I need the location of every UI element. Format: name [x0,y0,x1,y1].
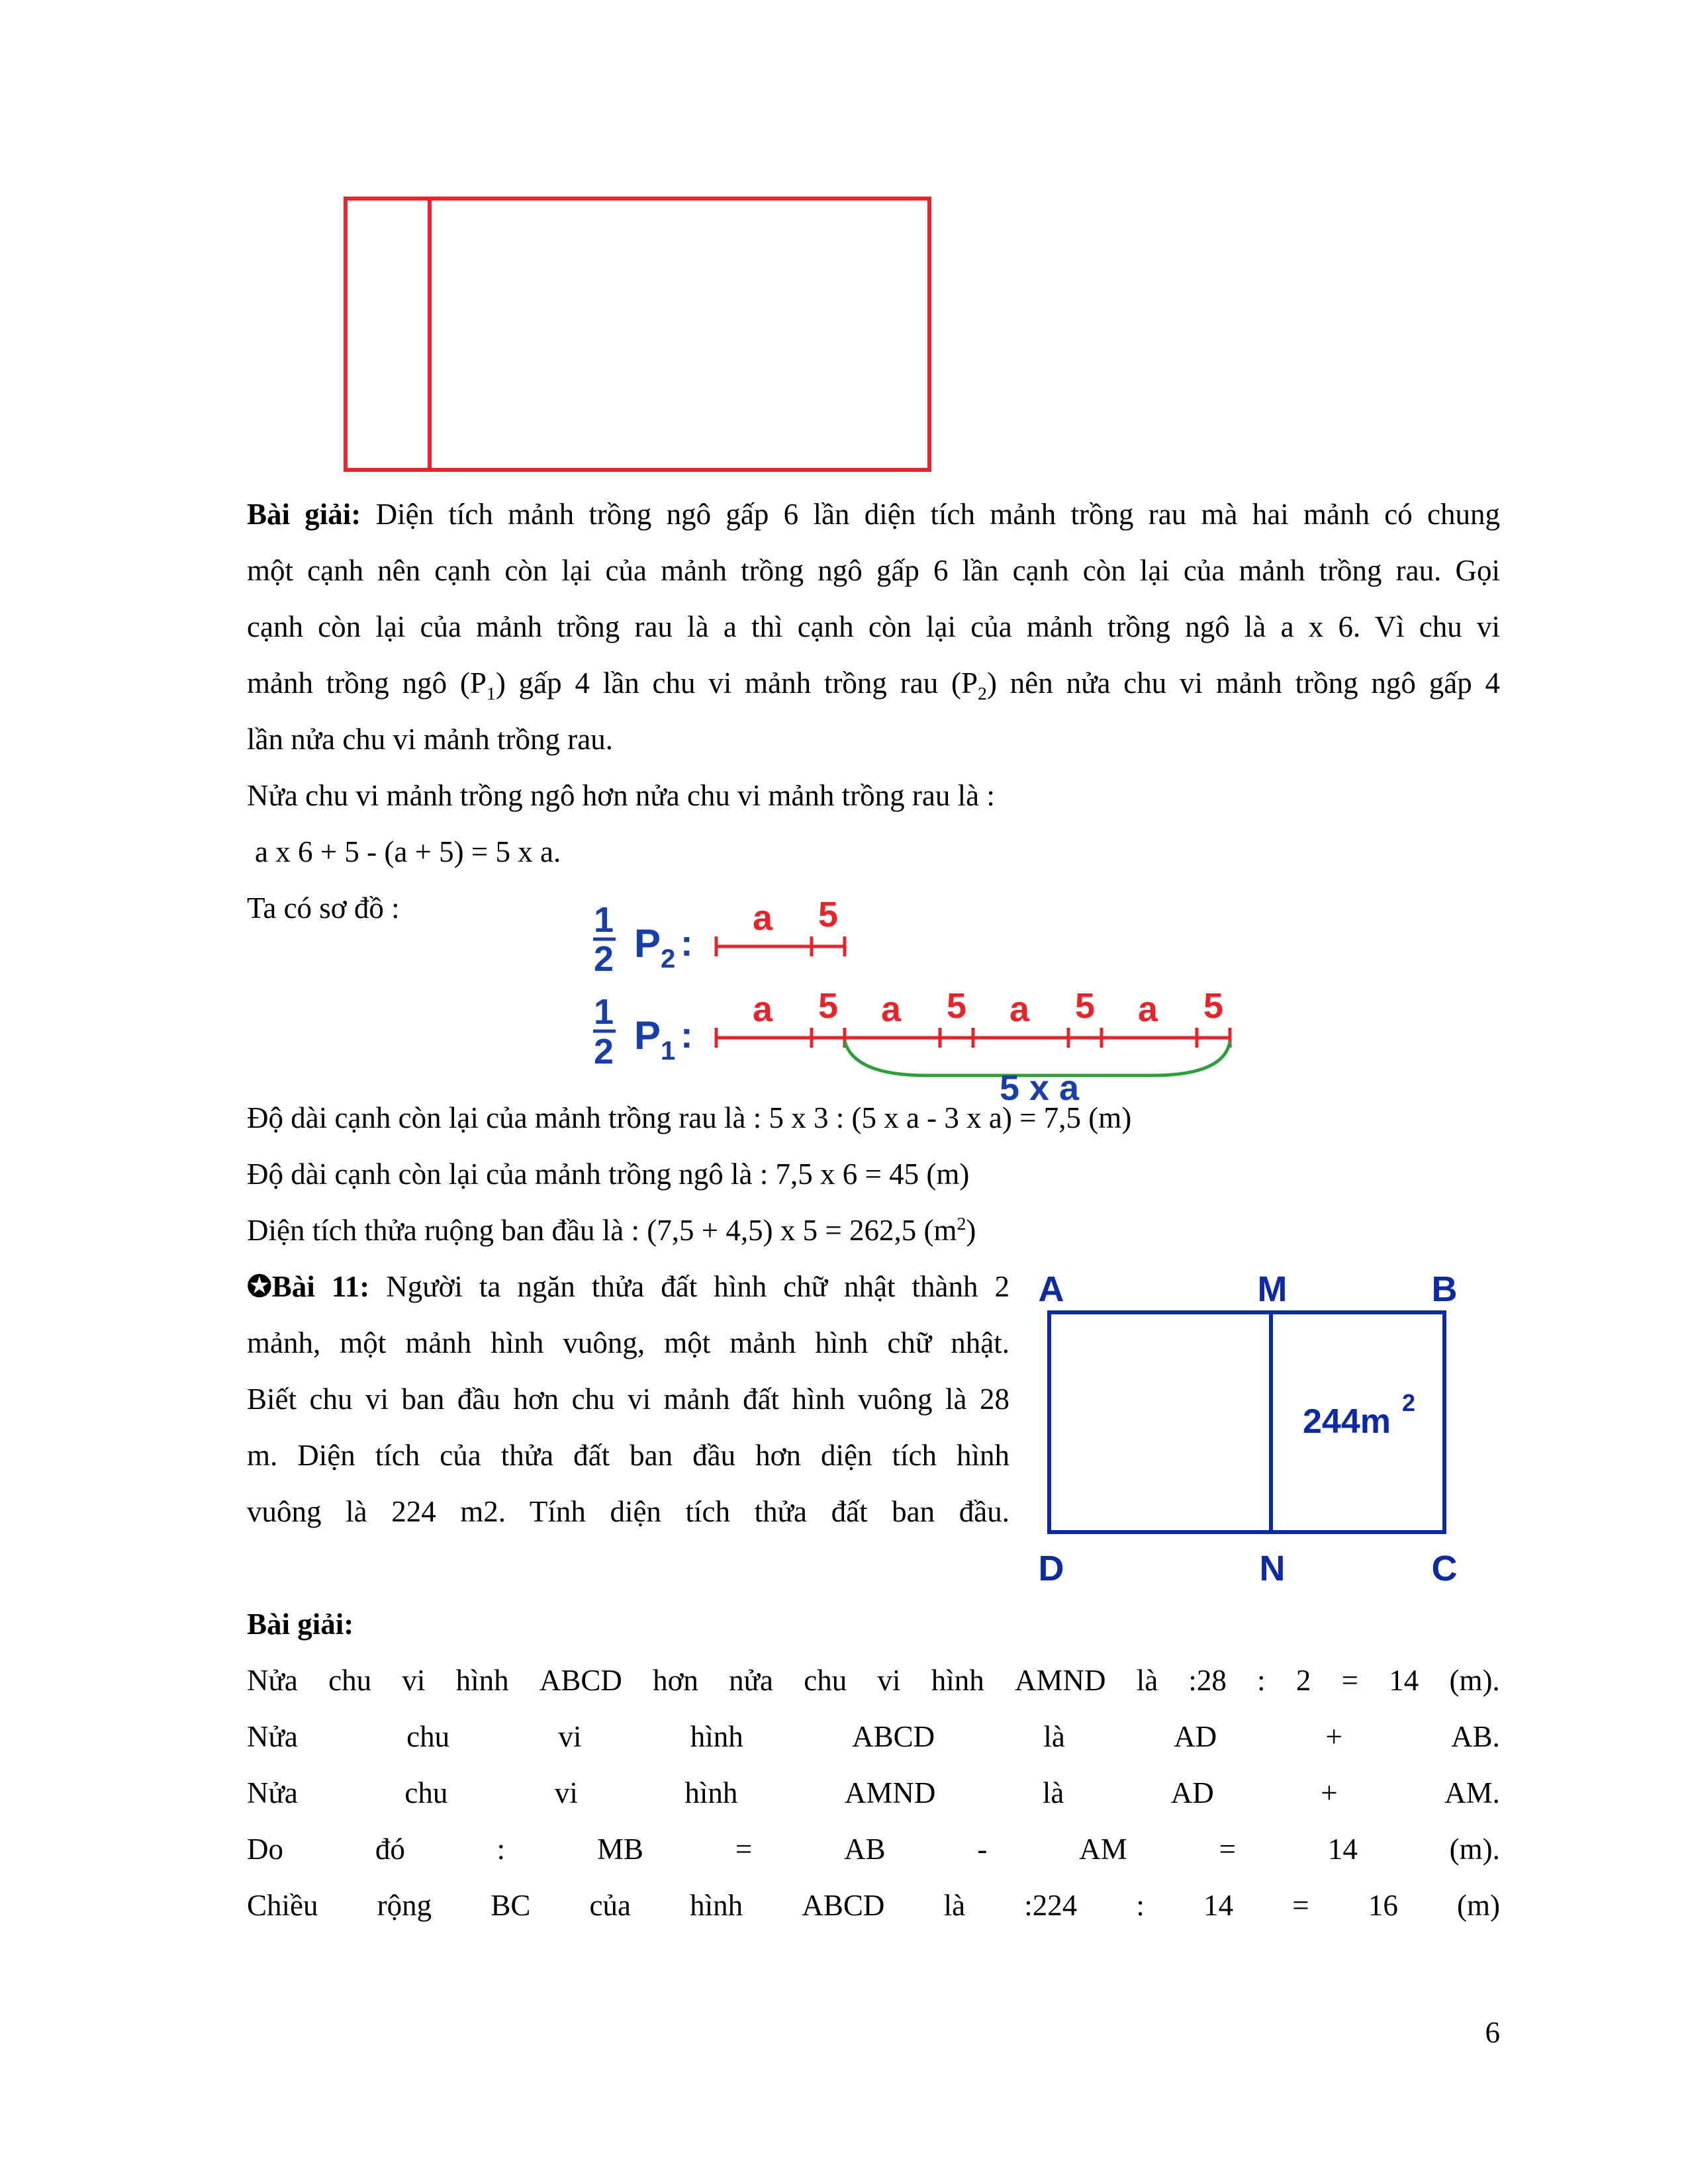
word: Do [247,1833,283,1866]
word: đó [375,1833,405,1866]
solution1-line5: lần nửa chu vi mảnh trồng rau. [247,723,613,756]
word: MB [597,1833,644,1866]
area-label: 244m [1303,1402,1391,1441]
word: BC [491,1889,531,1922]
word: rộng [377,1889,432,1922]
solution2-row4 [247,1821,1500,1878]
word: hình [684,1776,738,1809]
l4e: ) nên nửa chu vi mảnh trồng ngô gấp 4 [986,666,1501,700]
word: AB. [1451,1720,1500,1753]
word: vi [877,1664,901,1697]
p1-label-a3: a [1009,989,1030,1029]
solution1-equation: a x 6 + 5 - (a + 5) = 5 x a. [255,835,561,868]
page-number: 6 [1485,2016,1500,2049]
problem11-line2: mảnh, một mảnh hình vuông, một mảnh hình chữ nhật. [247,1326,1009,1359]
p1-label-53: 5 [1074,986,1096,1026]
label-m: M [1257,1269,1288,1309]
word: = [1341,1664,1359,1697]
solution1-line6: Nửa chu vi mảnh trồng ngô hơn nửa chu vi mảnh trồng rau là : [247,779,995,812]
word: 2 [1295,1664,1311,1697]
p1-label-51: 5 [818,986,839,1026]
word: : [1257,1664,1266,1697]
word: (m). [1449,1664,1500,1697]
word: 14 [1327,1833,1358,1866]
word: ABCD [852,1720,935,1753]
label-n: N [1259,1549,1286,1588]
solution1-line2: một cạnh nên cạnh còn lại của mảnh trồng ngô gấp 6 lần cạnh còn lại của mảnh trồng rau. Gọi [247,554,1500,587]
word: chu [404,1776,448,1809]
word: Nửa [247,1776,298,1809]
word: + [1321,1776,1338,1809]
word: (m). [1449,1833,1500,1866]
solution2-heading [247,1596,1500,1653]
word: :224 [1024,1889,1078,1922]
word: vi [554,1776,578,1809]
p1-label-52: 5 [946,986,967,1026]
p1-sub: 1 [486,684,496,704]
word: hơn [653,1664,698,1697]
l11a: Diện tích thửa ruộng ban đầu là : (7,5 + 4,5) x 5 = 262,5 (m [247,1214,957,1247]
word: AM. [1444,1776,1500,1809]
brace-label: 5 x a [999,1068,1080,1108]
problem11-line5: vuông là 224 m2. Tính diện tích thửa đất ban đầu. [247,1495,1009,1528]
word: : [1136,1889,1145,1922]
solution2-row3 [247,1765,1500,1821]
solution2-row2 [247,1709,1500,1765]
word: AMND [1014,1664,1106,1697]
solution1-line3: cạnh còn lại của mảnh trồng rau là a thì cạnh còn lại của mảnh trồng ngô là a x 6. Vì chu vi [247,610,1500,643]
problem11-line3: Biết chu vi ban đầu hơn chu vi mảnh đất hình vuông là 28 [247,1383,1009,1416]
problem11-text1: Người ta ngăn thửa đất hình chữ nhật thành 2 [386,1270,1009,1303]
word: ABCD [802,1889,885,1922]
solution1-heading: Bài giải: [247,498,361,531]
word: ABCD [539,1664,622,1697]
word: là [1136,1664,1158,1697]
frac-den-p2: 2 [593,939,614,979]
word: - [977,1833,988,1866]
word: 14 [1389,1664,1419,1697]
p2-subscript: 2 [661,944,676,974]
p1-letter: P [634,1013,661,1058]
word: Chiều [247,1889,318,1922]
p2-letter: P [634,921,661,966]
word: AM [1079,1833,1127,1866]
p1-label-a2: a [880,989,902,1029]
word: = [1292,1889,1309,1922]
word: chu [406,1720,450,1753]
word: hình [931,1664,984,1697]
p1-colon: : [680,1014,693,1056]
word: : [496,1833,506,1866]
word: vi [558,1720,582,1753]
l11-sup: 2 [957,1214,966,1234]
word: hình [690,1720,743,1753]
frac-num-p1: 1 [593,992,614,1032]
p2-label-5: 5 [818,895,839,934]
word: + [1325,1720,1342,1753]
solution2-row5 [247,1878,1500,1934]
word: chu [328,1664,372,1697]
word: là [1042,1776,1064,1809]
solution1-text1: Diện tích mảnh trồng ngô gấp 6 lần diện tích mảnh trồng rau mà hai mảnh có chung [375,498,1501,531]
word: (m) [1457,1889,1500,1922]
p2-sub: 2 [978,684,987,704]
word: hình [455,1664,509,1697]
solution1-diagram-intro: Ta có sơ đồ : [247,891,400,925]
word: Nửa [247,1720,298,1753]
word: vi [402,1664,426,1697]
word: nửa [729,1664,773,1697]
word: = [735,1833,753,1866]
word: AMND [844,1776,936,1809]
l4a: mảnh trồng ngô (P [247,666,487,700]
p2-colon: : [680,922,693,964]
word: 14 [1203,1889,1234,1922]
p1-subscript: 1 [661,1036,676,1066]
problem11-title: Bài 11: [271,1270,370,1303]
solution1-line10: Độ dài cạnh còn lại của mảnh trồng ngô là : 7,5 x 6 = 45 (m) [247,1158,970,1191]
frac-num-p2: 1 [593,900,614,940]
word: chu [804,1664,847,1697]
label-c: C [1431,1549,1458,1588]
label-d: D [1038,1549,1064,1588]
solution2-heading-text: Bài giải: [247,1608,354,1641]
l4c: ) gấp 4 lần chu vi mảnh trồng rau (P [495,666,978,700]
word: :28 [1188,1664,1227,1697]
word: là [1043,1720,1065,1753]
word: hình [690,1889,743,1922]
solution1-line9: Độ dài cạnh còn lại của mảnh trồng rau là : 5 x 3 : (5 x a - 3 x a) = 7,5 (m) [247,1101,1132,1134]
word: là [943,1889,966,1922]
problem-marker: ✪ [247,1270,272,1303]
p1-label-a1: a [752,989,773,1029]
word: AD [1170,1776,1214,1809]
word: AD [1174,1720,1217,1753]
label-b: B [1431,1269,1458,1309]
label-a: A [1038,1269,1064,1309]
word: của [589,1889,631,1922]
area-sup: 2 [1402,1389,1416,1416]
word: AB [844,1833,886,1866]
word: = [1219,1833,1236,1866]
frac-den-p1: 2 [593,1032,614,1071]
p2-label-a: a [752,898,773,938]
solution2-row1 [247,1653,1500,1709]
p1-label-54: 5 [1203,986,1224,1026]
l11c: ) [966,1214,976,1247]
p1-label-a4: a [1137,989,1158,1029]
word: 16 [1368,1889,1398,1922]
problem11-line4: m. Diện tích của thửa đất ban đầu hơn diện tích hình [247,1439,1009,1472]
word: Nửa [247,1664,298,1697]
